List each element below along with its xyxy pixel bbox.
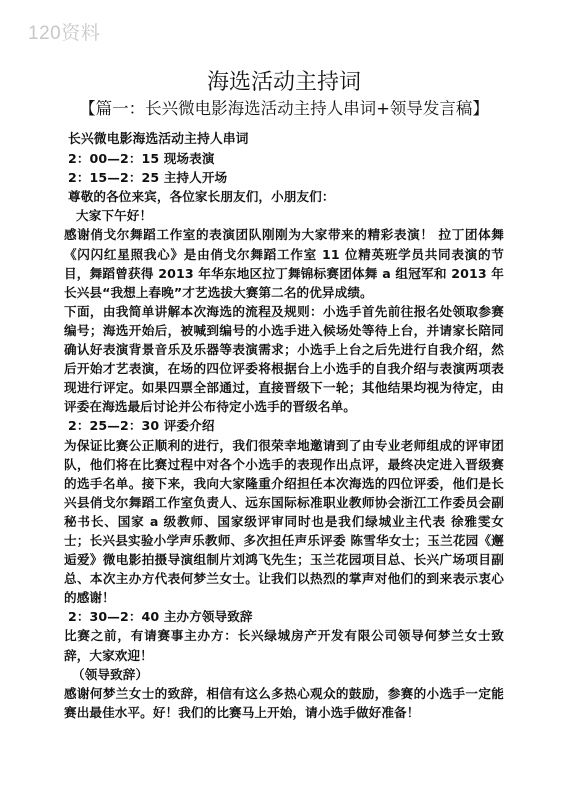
paragraph: 下面，由我简单讲解本次海选的流程及规则：小选手首先前往报名处领取参赛编号；海选开始后，被喊到编号的小选手进入候场处等待上台，并请家长陪同确认好表演背景音乐及乐器等表演需求；小选手上台之后先进行自我介绍，然后开始才艺表演，在场的四位评委将根据台上小选手的自我介绍与表演两项表现进行评定。如果四票全部通过，直接晋级下一轮；其他结果均视为待定，由评委在海选最后讨论并公布待定小选手的晋级名单。	[64, 303, 504, 415]
paragraph: 比赛之前，有请赛事主办方：长兴绿城房产开发有限公司领导何梦兰女士致辞，大家欢迎！	[64, 628, 504, 663]
document-page	[64, 70, 504, 722]
watermark-logo: 120资料	[28, 23, 101, 44]
schedule-line: 2：30—2：40 主办方领导致辞	[68, 609, 253, 625]
document-subtitle: 【篇一：长兴微电影海选活动主持人串词+领导发言稿】	[79, 99, 489, 118]
document-title: 海选活动主持词	[206, 70, 361, 95]
document-body	[64, 130, 504, 722]
paragraph-heading: 长兴微电影海选活动主持人串词	[68, 132, 249, 147]
schedule-line: 2：15—2：25 主持人开场	[68, 170, 228, 186]
paragraph: 为保证比赛公正顺利的进行，我们很荣幸地邀请到了由专业老师组成的评审团队，他们将在比赛过程中对各个小选手的表现作出点评，最终决定进入晋级赛的选手名单。接下来，我向大家隆重介绍担任本次海选的四位评委，他们是长兴县俏戈尔舞蹈工作室负责人、远东国际标准职业教师协会浙江工作委员会副秘书长、国家 a 级教师、国家级评审同时也是我们绿城业主代表 徐雅雯女士；长兴县实验小学声乐教师、多次担任声乐评委 陈雪华女士；玉兰花园《邂逅爱》微电影拍摄导演组制片刘鸿飞先生；玉兰花园项目总、长兴广场项目副总、本次主办方代表何梦兰女士。让我们以热烈的掌声对他们的到来表示衷心的感谢！	[64, 437, 504, 606]
paragraph: 感谢何梦兰女士的致辞，相信有这么多热心观众的鼓励，参赛的小选手一定能赛出最佳水平。好！我们的比赛马上开始，请小选手做好准备！	[64, 685, 504, 720]
schedule-line: 2：25—2：30 评委介绍	[68, 418, 215, 434]
paragraph: 感谢俏戈尔舞蹈工作室的表演团队刚刚为大家带来的精彩表演！ 拉丁团体舞《闪闪红星照我心》是由俏戈尔舞蹈工作室 11 位精英班学员共同表演的节目，舞蹈曾获得 2013 年华东地区拉丁舞锦标赛团体舞 a 组冠军和 2013 年长兴县“我想上春晚”才艺选拔大赛第二名的优异成绩。	[64, 227, 504, 300]
greeting-line: 尊敬的各位来宾，各位家长朋友们，小朋友们：	[68, 189, 335, 205]
greeting-line: 大家下午好！	[76, 208, 153, 224]
stage-note: （领导致辞）	[72, 666, 149, 682]
schedule-line: 2：00—2：15 现场表演	[68, 151, 215, 167]
